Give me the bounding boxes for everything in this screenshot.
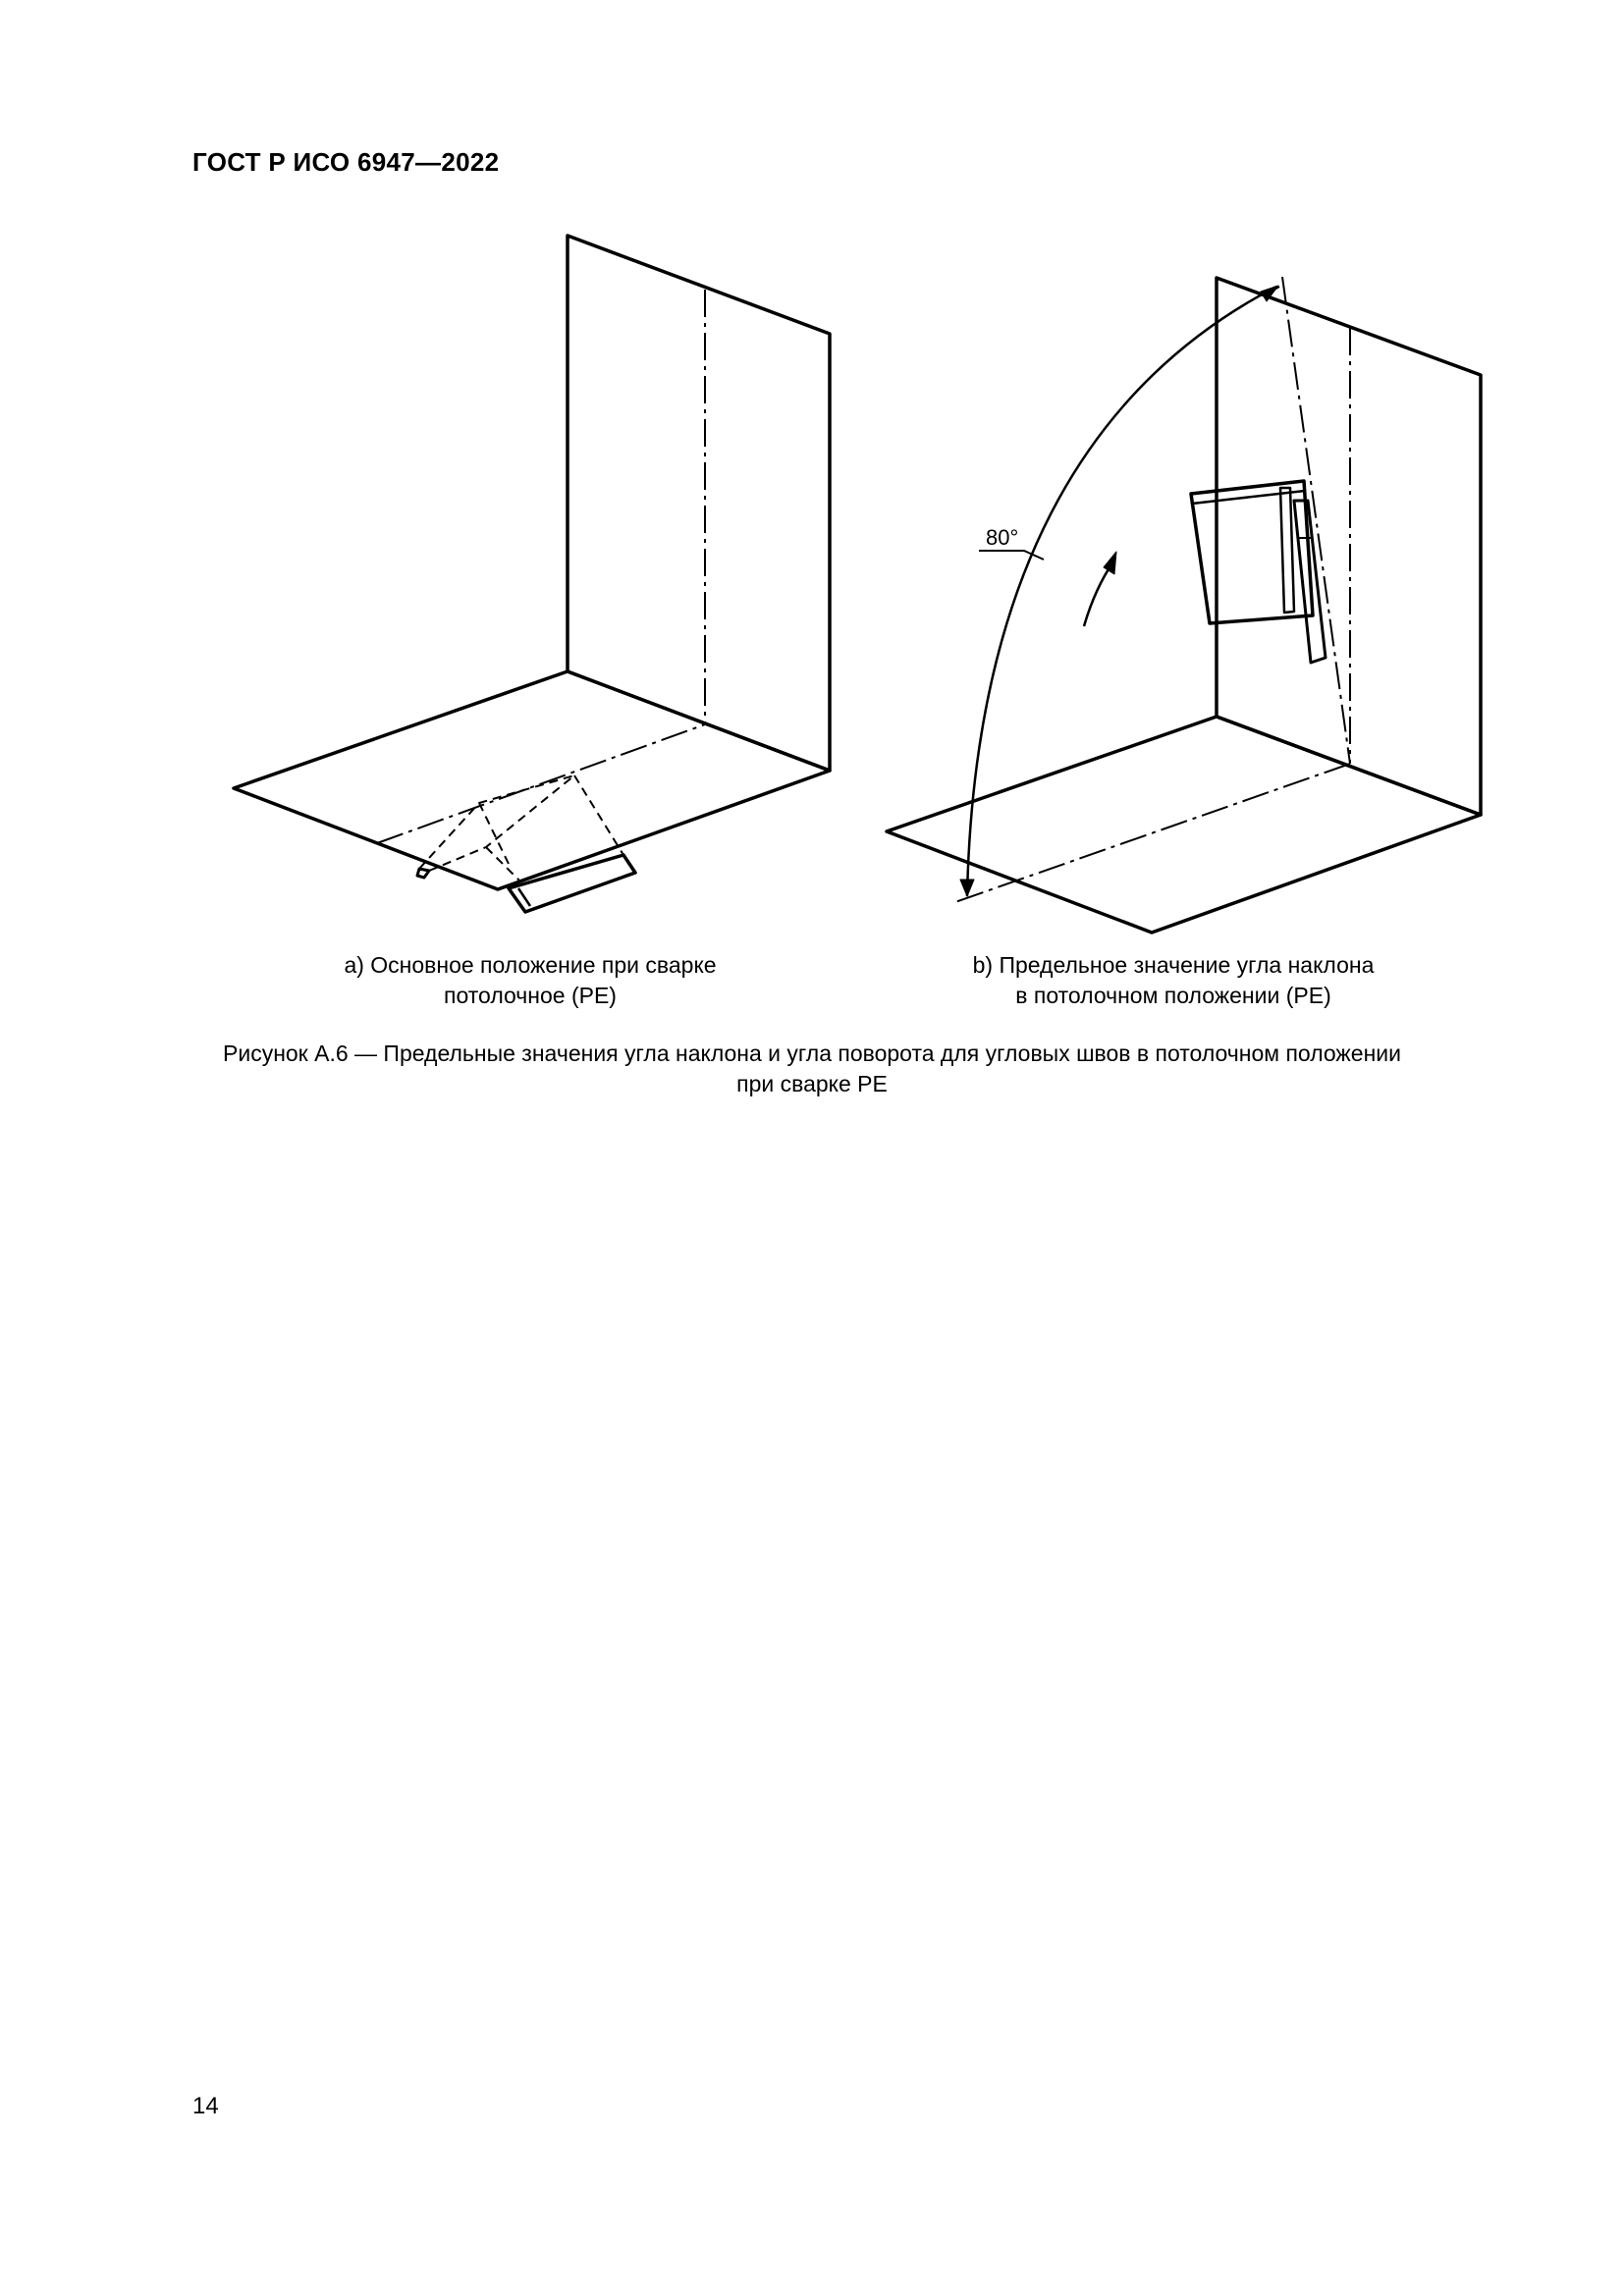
welding-position-figure xyxy=(0,0,1624,1080)
document-code-header: ГОСТ Р ИСО 6947—2022 xyxy=(192,147,500,177)
angle-label: 80° xyxy=(986,525,1019,550)
floor-centre-line-a xyxy=(377,724,705,843)
figure-title-line2: при сварке PE xyxy=(736,1071,888,1096)
wall-plate-b xyxy=(1217,278,1481,815)
subfigure-a-caption-line1: а) Основное положение при сварке xyxy=(344,952,717,978)
subfigure-b-caption-line1: b) Предельное значение угла наклона xyxy=(972,952,1375,978)
figure-title-line1: Рисунок А.6 — Предельные значения угла наклона и угла поворота для угловых швов в потолочном положении xyxy=(223,1041,1401,1066)
arc-arrow-bottom xyxy=(960,880,974,896)
tilt-axis-line xyxy=(1282,277,1350,764)
electrode-holder-a xyxy=(417,775,635,912)
subfigure-b-drawing xyxy=(887,277,1481,933)
wall-plate-a xyxy=(568,236,830,771)
page-number: 14 xyxy=(192,2093,219,2119)
subfigure-a-caption-line2: потолочное (PE) xyxy=(444,983,617,1008)
subfigure-a-caption xyxy=(295,950,766,1011)
floor-plate-a xyxy=(234,671,830,889)
figure-title xyxy=(192,1039,1432,1099)
subfigure-b-caption-line2: в потолочном положении (PE) xyxy=(1015,983,1331,1008)
subfigure-a-drawing xyxy=(234,236,830,912)
angle-arc-80 xyxy=(967,287,1276,896)
floor-plate-b xyxy=(887,717,1481,933)
subfigure-b-caption xyxy=(918,950,1429,1011)
electrode-holder-b xyxy=(1191,481,1326,663)
